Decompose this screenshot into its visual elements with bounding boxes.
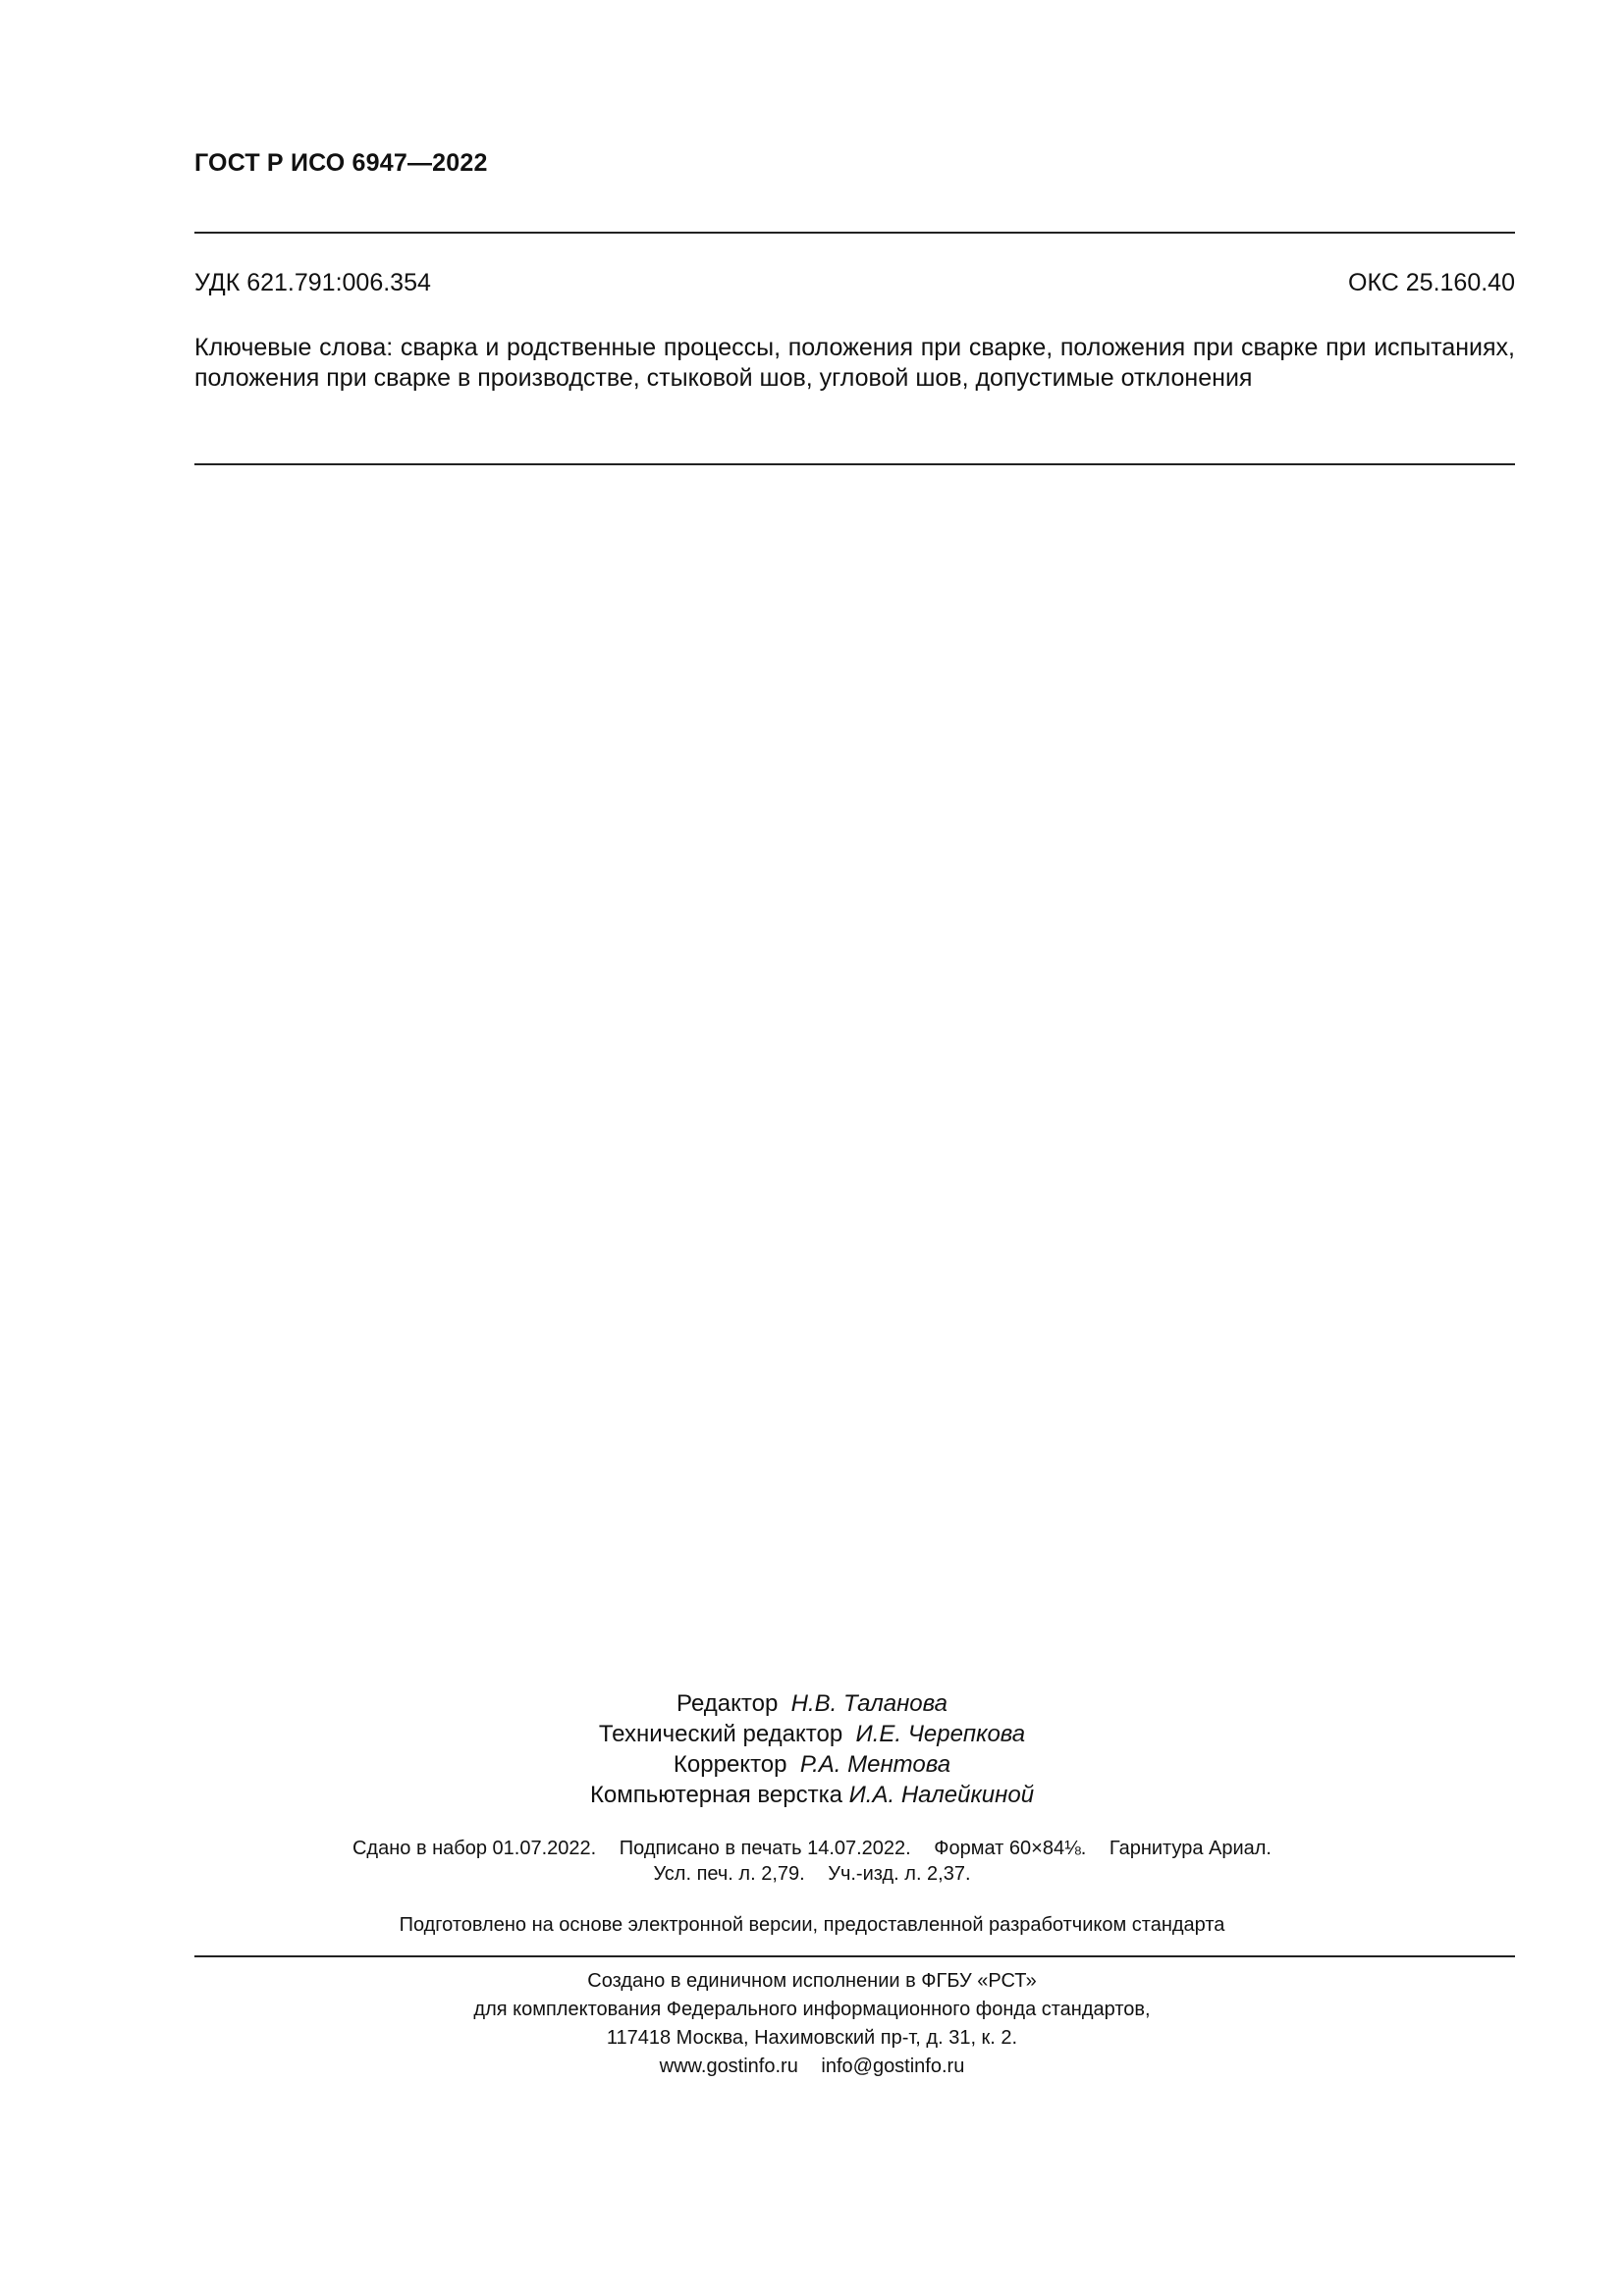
top-divider — [194, 232, 1515, 234]
credit-person: И.А. Налейкиной — [848, 1782, 1035, 1808]
credit-person: Н.В. Таланова — [790, 1690, 947, 1717]
keywords-paragraph: Ключевые слова: сварка и родственные процессы, положения при сварке, положения при сварке при испытаниях, положения при сварке в производстве, стыковой шов, угловой шов, допустимые отклонения — [194, 334, 1515, 392]
prepared-note: Подготовлено на основе электронной версии, предоставленной разработчиком стандарта — [399, 1914, 1225, 1936]
imprint-signed: Подписано в печать 14.07.2022. — [619, 1838, 911, 1859]
imprint-block — [0, 1836, 1624, 1887]
imprint-font: Гарнитура Ариал. — [1109, 1838, 1272, 1859]
imprint-print-sheets: Усл. печ. л. 2,79. — [653, 1863, 805, 1885]
imprint-line-1 — [0, 1836, 1624, 1861]
credit-person: Р.А. Ментова — [799, 1751, 951, 1778]
credit-editor — [0, 1688, 1624, 1719]
credit-label: Редактор — [677, 1690, 779, 1717]
credit-label: Компьютерная верстка — [589, 1782, 842, 1808]
publisher-divider — [194, 1955, 1515, 1957]
credit-tech-editor — [0, 1719, 1624, 1749]
credits-block — [0, 1688, 1624, 1810]
publisher-contacts — [0, 2053, 1624, 2081]
credit-layout — [0, 1780, 1624, 1810]
publisher-line-2: для комплектования Федерального информационного фонда стандартов, — [473, 1999, 1151, 2020]
email-link[interactable]: info@gostinfo.ru — [821, 2056, 965, 2077]
classification-row — [194, 269, 1515, 297]
keywords-divider — [194, 463, 1515, 465]
document-code: ГОСТ Р ИСО 6947—2022 — [194, 149, 488, 177]
publisher-line-1: Создано в единичном исполнении в ФГБУ «РСТ» — [587, 1970, 1037, 1992]
oks-code: ОКС 25.160.40 — [1348, 269, 1515, 296]
credit-label: Технический редактор — [598, 1721, 843, 1747]
imprint-format: Формат 60×84⅛. — [934, 1838, 1087, 1859]
udk-code: УДК 621.791:006.354 — [194, 269, 431, 296]
credit-corrector — [0, 1749, 1624, 1780]
credit-person: И.Е. Черепкова — [855, 1721, 1026, 1747]
publisher-address: 117418 Москва, Нахимовский пр-т, д. 31, к. 2. — [606, 2027, 1018, 2049]
imprint-submitted: Сдано в набор 01.07.2022. — [352, 1838, 597, 1859]
imprint-pub-sheets: Уч.-изд. л. 2,37. — [828, 1863, 971, 1885]
imprint-line-2 — [0, 1861, 1624, 1887]
credit-label: Корректор — [673, 1751, 787, 1778]
website-link[interactable]: www.gostinfo.ru — [659, 2056, 798, 2077]
publisher-block — [0, 1967, 1624, 2081]
